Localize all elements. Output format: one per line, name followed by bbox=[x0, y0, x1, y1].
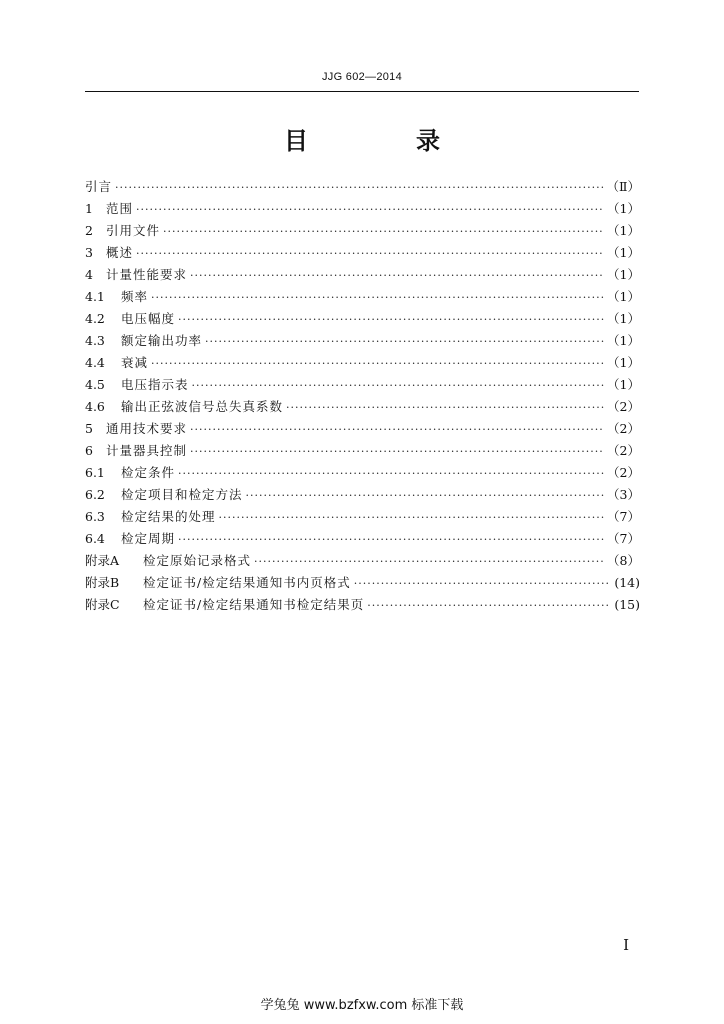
toc-entry-title: 电压幅度 bbox=[121, 311, 176, 326]
toc-entry-page: （2） bbox=[607, 465, 640, 480]
toc-entry-page: （1） bbox=[607, 223, 640, 238]
toc-entry-title: 检定证书/检定结果通知书检定结果页 bbox=[143, 597, 365, 612]
toc-entry bbox=[85, 286, 640, 308]
footer-watermark: 学兔兔 www.bzfxw.com 标准下载 bbox=[260, 998, 464, 1013]
toc-entry bbox=[85, 440, 640, 462]
toc-entry-number: 6.1 bbox=[85, 465, 105, 480]
toc-dot-leader bbox=[254, 551, 604, 573]
toc-entry-number: 1 bbox=[85, 201, 93, 216]
toc-entry-title: 检定周期 bbox=[121, 531, 176, 546]
toc-entry-number: 4.4 bbox=[85, 355, 105, 370]
toc-entry-number: 附录B bbox=[85, 575, 120, 590]
toc-entry-title: 计量性能要求 bbox=[106, 267, 188, 282]
page-title: 目 录 bbox=[284, 127, 482, 155]
toc-dot-leader bbox=[246, 485, 605, 507]
toc-dot-leader bbox=[190, 265, 604, 287]
toc-entry-page: （1） bbox=[607, 311, 640, 326]
toc-entry-title: 计量器具控制 bbox=[106, 443, 188, 458]
toc-entry-page: （1） bbox=[607, 377, 640, 392]
toc-entry-title: 范围 bbox=[106, 201, 134, 216]
toc-entry-number: 4 bbox=[85, 267, 93, 282]
toc-entry-number: 4.2 bbox=[85, 311, 105, 326]
toc-entry-page: （1） bbox=[607, 289, 640, 304]
toc-dot-leader bbox=[367, 595, 611, 617]
toc-entry bbox=[85, 396, 640, 418]
toc-entry-title: 引用文件 bbox=[106, 223, 161, 238]
toc-entry-page: （2） bbox=[607, 443, 640, 458]
toc-entry bbox=[85, 594, 640, 616]
toc-dot-leader bbox=[190, 419, 604, 441]
toc-entry-page: （1） bbox=[607, 333, 640, 348]
toc-entry bbox=[85, 352, 640, 374]
toc-entry-number: 6.4 bbox=[85, 531, 105, 546]
toc-entry-number: 4.5 bbox=[85, 377, 105, 392]
toc-entry-title: 检定项目和检定方法 bbox=[121, 487, 243, 502]
toc-entry bbox=[85, 550, 640, 572]
toc-entry-page: （3） bbox=[607, 487, 640, 502]
toc-entry-number: 4.6 bbox=[85, 399, 105, 414]
toc-dot-leader bbox=[151, 353, 604, 375]
toc-entry-page: (14) bbox=[614, 575, 640, 590]
toc-entry-number: 6.2 bbox=[85, 487, 105, 502]
toc-entry-title: 引言 bbox=[85, 179, 113, 194]
toc-entry-page: （8） bbox=[607, 553, 640, 568]
toc-entry-number: 6.3 bbox=[85, 509, 105, 524]
toc-entry bbox=[85, 220, 640, 242]
toc-entry bbox=[85, 374, 640, 396]
toc-entry-title: 衰减 bbox=[121, 355, 149, 370]
toc-entry-page: （2） bbox=[607, 421, 640, 436]
toc-entry-page: （1） bbox=[607, 355, 640, 370]
toc-entry-number: 4.3 bbox=[85, 333, 105, 348]
toc-entry bbox=[85, 462, 640, 484]
toc-entry bbox=[85, 528, 640, 550]
toc-entry-title: 频率 bbox=[121, 289, 149, 304]
toc-dot-leader bbox=[151, 287, 604, 309]
toc-entry-page: （1） bbox=[607, 201, 640, 216]
toc-dot-leader bbox=[192, 375, 605, 397]
toc-entry bbox=[85, 176, 640, 198]
toc-dot-leader bbox=[354, 573, 612, 595]
toc-entry-page: （Ⅱ） bbox=[606, 179, 640, 194]
toc-dot-leader bbox=[136, 199, 604, 221]
toc-entry bbox=[85, 242, 640, 264]
toc-entry-title: 概述 bbox=[106, 245, 134, 260]
toc-entry bbox=[85, 308, 640, 330]
toc-dot-leader bbox=[190, 441, 604, 463]
toc-entry-title: 通用技术要求 bbox=[106, 421, 188, 436]
toc-dot-leader bbox=[178, 529, 604, 551]
toc-entry-title: 额定输出功率 bbox=[121, 333, 203, 348]
toc-entry-number: 3 bbox=[85, 245, 93, 260]
toc-dot-leader bbox=[178, 309, 604, 331]
toc-dot-leader bbox=[286, 397, 604, 419]
toc-dot-leader bbox=[163, 221, 604, 243]
toc-entry-page: （1） bbox=[607, 245, 640, 260]
toc-entry-page: （1） bbox=[607, 267, 640, 282]
toc-entry-page: （7） bbox=[607, 531, 640, 546]
toc-entry bbox=[85, 330, 640, 352]
toc-dot-leader bbox=[115, 177, 603, 199]
document-code-header: JJG 602—2014 bbox=[321, 71, 403, 83]
toc-entry-title: 检定条件 bbox=[121, 465, 176, 480]
toc-entry-title: 检定结果的处理 bbox=[121, 509, 216, 524]
toc-entry-number: 2 bbox=[85, 223, 93, 238]
toc-entry-number: 6 bbox=[85, 443, 93, 458]
toc-entry bbox=[85, 572, 640, 594]
header-divider bbox=[85, 91, 639, 92]
toc-entry-page: （7） bbox=[607, 509, 640, 524]
toc-entry bbox=[85, 198, 640, 220]
table-of-contents bbox=[85, 176, 640, 616]
toc-entry-number: 5 bbox=[85, 421, 93, 436]
toc-entry-number: 附录A bbox=[85, 553, 120, 568]
toc-dot-leader bbox=[219, 507, 605, 529]
toc-entry bbox=[85, 418, 640, 440]
toc-entry-page: （2） bbox=[607, 399, 640, 414]
toc-entry bbox=[85, 484, 640, 506]
toc-entry-page: (15) bbox=[614, 597, 640, 612]
toc-dot-leader bbox=[205, 331, 604, 353]
toc-entry-title: 检定原始记录格式 bbox=[143, 553, 252, 568]
toc-entry-number: 4.1 bbox=[85, 289, 105, 304]
toc-dot-leader bbox=[136, 243, 604, 265]
toc-entry bbox=[85, 506, 640, 528]
toc-entry-title: 输出正弦波信号总失真系数 bbox=[121, 399, 284, 414]
toc-dot-leader bbox=[178, 463, 604, 485]
toc-entry bbox=[85, 264, 640, 286]
page-number: I bbox=[623, 936, 629, 954]
toc-entry-number: 附录C bbox=[85, 597, 120, 612]
toc-entry-title: 电压指示表 bbox=[121, 377, 189, 392]
toc-entry-title: 检定证书/检定结果通知书内页格式 bbox=[143, 575, 351, 590]
